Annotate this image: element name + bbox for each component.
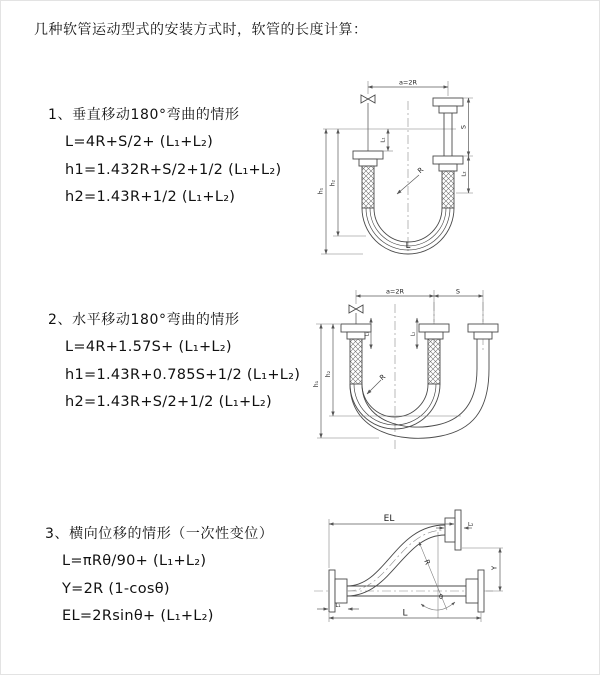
dim-l2: [411, 318, 418, 349]
technical-drawings: [1, 1, 600, 675]
radius-label: R: [416, 165, 426, 176]
formula-l: L=4R+S/2+ (L₁+L₂): [65, 134, 214, 150]
dim-label-y: Y: [490, 565, 499, 571]
dim-label-l1: L₁: [380, 137, 387, 143]
formula-el: EL=2Rsinθ+ (L₁+L₂): [62, 608, 214, 624]
dim-l1: [317, 603, 359, 609]
dim-l1: [365, 318, 372, 349]
dim-h2: [330, 129, 367, 236]
diagram-horizontal-180: [313, 288, 498, 453]
dim-label-el: EL: [383, 514, 395, 524]
dim-label-a2r: a=2R: [385, 287, 405, 296]
diagram-vertical-180: [318, 79, 474, 255]
dim-label-h1: h₁: [313, 380, 320, 388]
dim-label-l: L: [405, 241, 411, 251]
dim-label-l1: L₁: [364, 331, 371, 337]
dim-el: [329, 514, 454, 568]
dim-label-l: L: [402, 608, 408, 619]
formula-h1: h1=1.432R+S/2+1/2 (L₁+L₂): [65, 161, 282, 178]
dim-label-s: S: [455, 287, 461, 296]
u-bend-position-2: [350, 369, 489, 438]
dim-l1: [381, 129, 394, 151]
page-title: 几种软管运动型式的安装方式时，软管的长度计算：: [34, 22, 368, 38]
braided-hose-left: [362, 166, 374, 208]
section-3-heading: 3、横向位移的情形（一次性变位）: [45, 526, 274, 542]
diagram-lateral-displacement: [314, 510, 503, 622]
formula-l: L=πRθ/90+ (L₁+L₂): [62, 553, 207, 569]
section-2-heading: 2、水平移动180°弯曲的情形: [48, 312, 240, 328]
valve-icon: [349, 305, 363, 324]
formula-l: L=4R+1.57S+ (L₁+L₂): [65, 339, 232, 355]
braided-hose-right: [442, 171, 454, 208]
dim-label-s: S: [459, 124, 468, 130]
left-flange: [353, 151, 383, 166]
formula-h2: h2=1.43R+1/2 (L₁+L₂): [65, 189, 236, 205]
dim-label-h1: h₁: [317, 187, 325, 195]
section-1-heading: 1、垂直移动180°弯曲的情形: [48, 107, 240, 123]
right-leg-fittings: [433, 98, 463, 171]
formula-y: Y=2R (1-cosθ): [62, 580, 170, 597]
dim-l: [329, 609, 481, 623]
braided-hose-left: [350, 339, 362, 384]
valve-icon: [361, 95, 375, 151]
radius-label: R: [422, 558, 432, 567]
dim-label-l1: L₁: [335, 603, 341, 609]
theta-label: θ: [439, 593, 443, 601]
dim-label-l2: L₂: [461, 171, 468, 177]
radius-callout: [397, 166, 425, 194]
radius-label: R: [378, 372, 388, 383]
formula-h1: h1=1.43R+0.785S+1/2 (L₁+L₂): [65, 366, 301, 383]
dim-label-l2: L₂: [468, 522, 474, 528]
dim-label-h2: h₂: [325, 370, 332, 378]
dim-s: [456, 98, 473, 193]
dim-label-l2: L₂: [410, 331, 417, 337]
dim-s: [434, 288, 483, 297]
dim-a-2r: [356, 288, 483, 323]
dim-label-a2r: a=2R: [398, 78, 418, 87]
dim-a-2r: [368, 79, 448, 97]
dim-h1: [318, 129, 364, 254]
dim-label-h2: h₂: [329, 179, 337, 187]
top-flange: [445, 510, 461, 550]
braided-hose-middle: [428, 339, 440, 384]
formula-h2: h2=1.43R+S/2+1/2 (L₁+L₂): [65, 394, 272, 410]
radius-callout: [367, 373, 387, 394]
right-flange: [466, 570, 484, 612]
